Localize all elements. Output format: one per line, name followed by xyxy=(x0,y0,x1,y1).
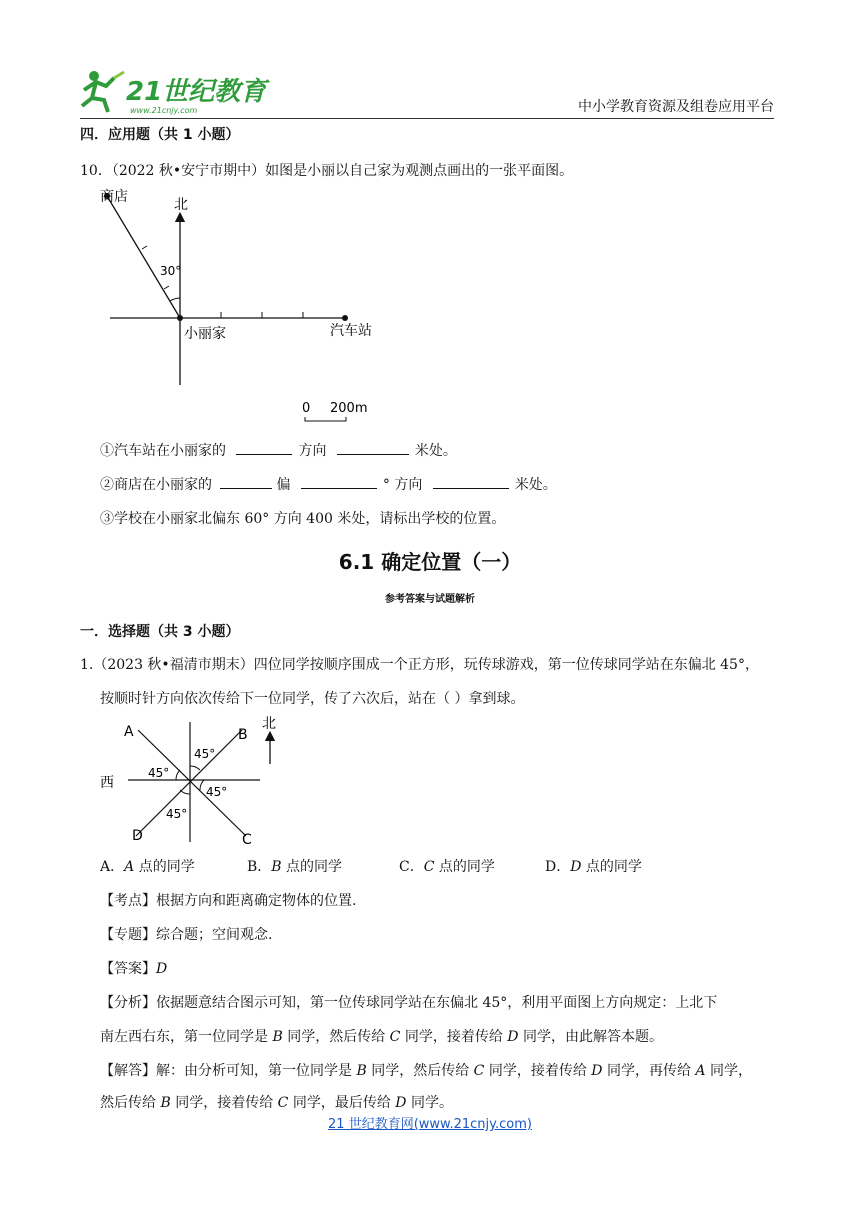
point-a: A xyxy=(124,724,134,740)
section4-heading: 四．应用题（共 1 小题） xyxy=(80,127,240,143)
point-c: C xyxy=(242,832,252,848)
home-label: 小丽家 xyxy=(184,326,226,342)
logo-url: www.21cnjy.com xyxy=(130,106,198,115)
runner-logo-icon xyxy=(82,71,124,112)
platform-name: 中小学教育资源及组卷应用平台 xyxy=(578,99,774,115)
answer-title: 6.1 确定位置（一） xyxy=(338,550,522,574)
option-c[interactable]: C．C 点的同学 xyxy=(399,859,495,875)
station-point xyxy=(342,315,348,321)
scale-zero: 0 xyxy=(302,401,311,416)
station-label: 汽车站 xyxy=(330,323,372,339)
north-label: 北 xyxy=(174,197,188,213)
jieda-line2: 然后传给 B 同学，接着传给 C 同学，最后传给 D 同学。 xyxy=(100,1095,453,1111)
q10-part3: ③学校在小丽家北偏东 60° 方向 400 米处，请标出学校的位置。 xyxy=(100,511,506,527)
q1-line2: 按顺时针方向依次传给下一位同学，传了六次后，站在（ ）拿到球。 xyxy=(100,691,525,707)
kaodian: 【考点】根据方向和距离确定物体的位置. xyxy=(100,893,357,909)
header-rule xyxy=(80,118,774,119)
shop-label: 商店 xyxy=(100,189,128,205)
option-d[interactable]: D．D 点的同学 xyxy=(545,859,642,875)
home-point xyxy=(177,315,183,321)
north-label-2: 北 xyxy=(262,716,276,732)
option-a[interactable]: A．A 点的同学 xyxy=(100,859,195,875)
svg-text:45°: 45° xyxy=(206,785,228,799)
q10-part2: ②商店在小丽家的 偏 ° 方向 米处。 xyxy=(100,474,557,494)
q10-stem: 10．（2022 秋•安宁市期中）如图是小丽以自己家为观测点画出的一张平面图。 xyxy=(80,163,574,179)
fenxi-line1: 【分析】依据题意结合图示可知，第一位传球同学站在东偏北 45°，利用平面图上方向规定：上北下 xyxy=(100,995,718,1011)
direction-figure xyxy=(98,712,298,852)
q10-part1: ①汽车站在小丽家的 方向 米处。 xyxy=(100,440,457,460)
site-logo xyxy=(80,68,267,116)
point-b: B xyxy=(238,727,248,743)
footer-link[interactable]: 21 世纪教育网(www.21cnjy.com) xyxy=(328,1117,532,1132)
west-label: 西 xyxy=(100,775,114,791)
scale-length: 200m xyxy=(330,401,368,416)
logo-text: 21世纪教育 xyxy=(126,77,267,107)
answer: 【答案】D xyxy=(100,961,168,977)
section1-heading: 一．选择题（共 3 小题） xyxy=(80,624,240,640)
shop-line xyxy=(107,196,180,318)
map-figure xyxy=(100,185,390,425)
fenxi-line2: 南左西右东，第一位同学是 B 同学，然后传给 C 同学，接着传给 D 同学，由此解答本题。 xyxy=(100,1029,663,1045)
zhuanti: 【专题】综合题；空间观念. xyxy=(100,927,273,943)
svg-text:45°: 45° xyxy=(194,747,216,761)
option-b[interactable]: B．B 点的同学 xyxy=(247,859,343,875)
svg-text:45°: 45° xyxy=(166,807,188,821)
jieda-line1: 【解答】解：由分析可知，第一位同学是 B 同学，然后传给 C 同学，接着传给 D 同学，再传给 A 同学， xyxy=(100,1063,752,1079)
svg-text:45°: 45° xyxy=(148,766,170,780)
point-d: D xyxy=(132,828,143,844)
scale-bar xyxy=(305,417,346,421)
answer-subtitle: 参考答案与试题解析 xyxy=(385,594,475,605)
q1-line1: 1.（2023 秋•福清市期末）四位同学按顺序围成一个正方形，玩传球游戏，第一位传球同学站在东偏北 45°， xyxy=(80,657,759,673)
angle-label: 30° xyxy=(160,264,182,278)
